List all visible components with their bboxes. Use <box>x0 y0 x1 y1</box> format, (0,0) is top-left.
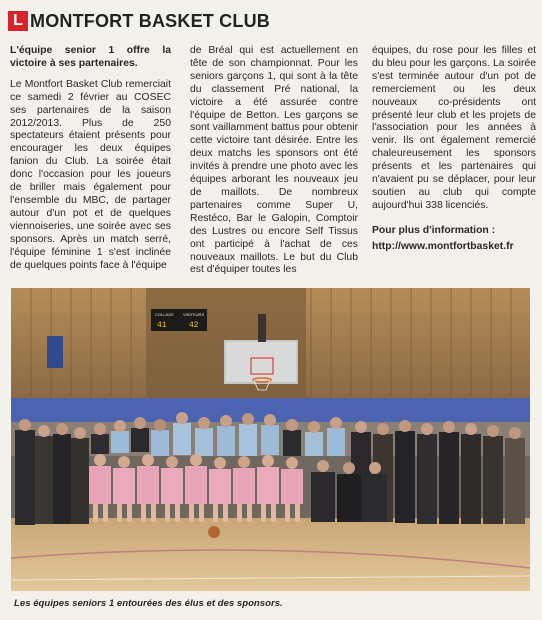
article-lead: L'équipe senior 1 offre la victoire à ses partenaires. <box>10 45 171 69</box>
more-info-heading: Pour plus d'information : <box>372 224 496 236</box>
website-link[interactable]: http://www.montfortbasket.fr <box>372 240 514 252</box>
scoreboard-home-label: COLLAGE <box>155 312 174 317</box>
scoreboard-home-score: 41 <box>157 321 167 330</box>
court-floor <box>11 518 530 591</box>
team-photo-illustration <box>11 288 530 591</box>
team-photo <box>11 288 530 591</box>
article-column-1 <box>10 45 171 272</box>
article-column-1-text: Le Montfort Basket Club remerciait ce samedi 2 février au COSEC ses partenaires de la saison 2012/2013. Plus de 250 spectateurs étaient présents pour encourager les deux équipes fanion du Club. La soirée était donc l'occasion pour les joueurs de briller mais également pour l'ensemble du MBC, de partager autour d'un pot et de quelques viennoiseries, une soirée avec ses sponsors. Après un match serré, l'équipe féminine 1 s'est inclinée de quelques points face à l'équipe <box>10 78 171 271</box>
basketball <box>208 526 220 538</box>
article-column-2 <box>190 45 358 277</box>
scoreboard-away-label: VISITEURS <box>183 312 205 317</box>
article-column-2-text: de Bréal qui est actuellement en tête de son championnat. Pour les seniors garçons 1, qui sont à la tête du classement Pré national, la victoire a été assurée contre l'équipe de Betton. Les garçons se sont vaillamment battus pour obtenir cette victoire tant désirée. Entre les deux matchs les sponsors ont été invités à prendre une photo avec les équipes arborant les nouveaux jeu de maillots. De nombreux partenaires comme Super U, Restéco, Bar le Galopin, Comptoir des Lustres ou encore Self Tissus ont participé à l'achat de ces nouveaux maillots. Le but du Club est d'équiper toutes les <box>190 45 358 276</box>
photo-caption: Les équipes seniors 1 entourées des élus et des sponsors. <box>14 598 283 609</box>
club-title: MONTFORT BASKET CLUB <box>30 10 270 31</box>
article-column-3-text: équipes, du rose pour les filles et du bleu pour les garçons. La soirée s'est terminée autour d'un pot de remerciement ou les deux nouveaux co-présidents ont présenté leur club et les projets de l'association pour les années à venir. Ils ont également remercié chaleureusement les sponsors présents et les partenaires qui n'avaient pu se déplacer, pour leur soutien au club qui compte aujourd'hui 338 licenciés. <box>372 45 536 211</box>
scoreboard-away-score: 42 <box>189 321 199 330</box>
scoreboard <box>151 309 207 331</box>
club-logo-letter: L <box>8 11 28 31</box>
article-header <box>8 8 270 34</box>
article-column-3 <box>372 45 536 254</box>
club-banner <box>47 336 63 368</box>
